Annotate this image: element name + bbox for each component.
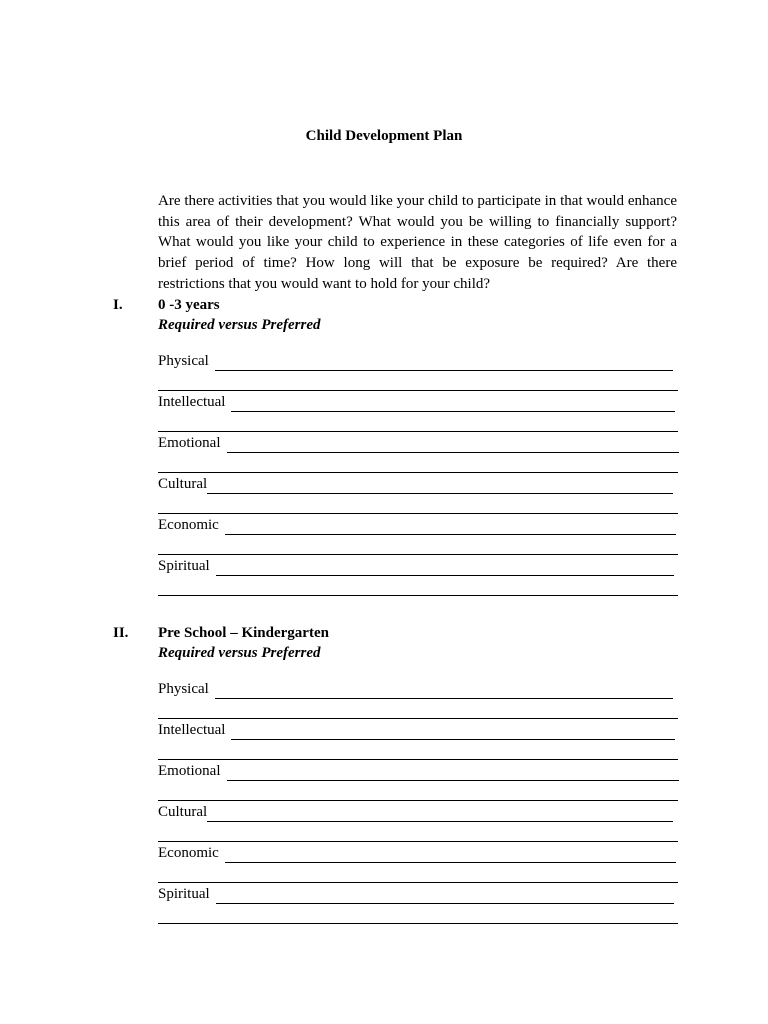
field-label: Emotional xyxy=(158,435,221,451)
field-cultural xyxy=(158,474,678,515)
field-label: Spiritual xyxy=(158,558,210,574)
intro-paragraph: Are there activities that you would like your child to participate in that would enhance this area of their development? What would you be willing to financially support? What would you like your child to experience in these categories of life even for a brief period of time? How long will that be exposure be required? Are there restrictions that you would want to hold for your child? xyxy=(158,193,677,292)
field-spiritual xyxy=(158,556,678,597)
answer-line[interactable] xyxy=(158,909,678,924)
field-label: Economic xyxy=(158,845,219,861)
answer-line[interactable] xyxy=(215,683,673,699)
field-spiritual xyxy=(158,884,678,925)
section-title: Pre School – Kindergarten xyxy=(158,625,329,641)
field-label: Spiritual xyxy=(158,886,210,902)
field-intellectual xyxy=(158,720,678,761)
field-list xyxy=(158,679,678,925)
field-physical xyxy=(158,351,678,392)
document-title: Child Development Plan xyxy=(305,128,463,144)
field-economic xyxy=(158,843,678,884)
answer-line[interactable] xyxy=(215,355,673,371)
answer-line[interactable] xyxy=(158,745,678,760)
answer-line[interactable] xyxy=(216,560,674,576)
answer-line[interactable] xyxy=(231,396,675,412)
answer-line[interactable] xyxy=(225,519,676,535)
section-number: II. xyxy=(113,625,129,641)
field-physical xyxy=(158,679,678,720)
field-label: Emotional xyxy=(158,763,221,779)
answer-line[interactable] xyxy=(231,724,675,740)
field-emotional xyxy=(158,761,678,802)
field-label: Intellectual xyxy=(158,394,226,410)
answer-line[interactable] xyxy=(207,806,673,822)
answer-line[interactable] xyxy=(158,786,678,801)
answer-line[interactable] xyxy=(158,704,678,719)
section-subtitle: Required versus Preferred xyxy=(158,645,321,661)
field-label: Physical xyxy=(158,681,209,697)
field-intellectual xyxy=(158,392,678,433)
answer-line[interactable] xyxy=(158,581,678,596)
section-number: I. xyxy=(113,297,123,313)
answer-line[interactable] xyxy=(158,376,678,391)
field-list xyxy=(158,351,678,597)
answer-line[interactable] xyxy=(158,540,678,555)
field-emotional xyxy=(158,433,678,474)
answer-line[interactable] xyxy=(158,499,678,514)
answer-line[interactable] xyxy=(158,827,678,842)
answer-line[interactable] xyxy=(216,888,674,904)
section-title: 0 -3 years xyxy=(158,297,220,313)
field-economic xyxy=(158,515,678,556)
answer-line[interactable] xyxy=(227,765,679,781)
answer-line[interactable] xyxy=(158,458,678,473)
answer-line[interactable] xyxy=(158,417,678,432)
field-label: Economic xyxy=(158,517,219,533)
answer-line[interactable] xyxy=(227,437,679,453)
field-label: Cultural xyxy=(158,476,208,492)
field-cultural xyxy=(158,802,678,843)
field-label: Intellectual xyxy=(158,722,226,738)
field-label: Physical xyxy=(158,353,209,369)
answer-line[interactable] xyxy=(225,847,676,863)
answer-line[interactable] xyxy=(207,478,673,494)
section-subtitle: Required versus Preferred xyxy=(158,317,321,333)
field-label: Cultural xyxy=(158,804,208,820)
answer-line[interactable] xyxy=(158,868,678,883)
